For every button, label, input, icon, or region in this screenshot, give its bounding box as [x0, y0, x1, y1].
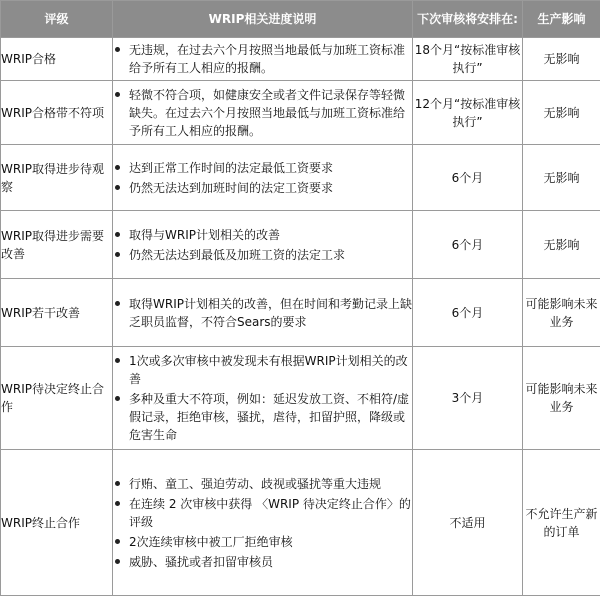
bullet-text: 2次连续审核中被工厂拒绝审核: [129, 534, 293, 549]
bullet-icon: [115, 539, 120, 544]
list-item: [113, 246, 412, 264]
bullet-text: 轻微不符合项，如健康安全或者文件记录保存等轻微缺失。在过去六个月按照当地最低与加班工资标准给予所有工人相应的报酬。: [129, 87, 406, 138]
list-item: [113, 475, 412, 493]
header-grade: 评级: [1, 1, 113, 38]
production-impact: 无影响: [523, 38, 600, 81]
bullet-icon: [115, 358, 120, 363]
bullet-text: 取得WRIP计划相关的改善，但在时间和考勤记录上缺乏职员监督，不符合Sears的要求: [129, 296, 412, 329]
list-item: [113, 495, 412, 531]
next-audit: 18个月“按标准审核执行”: [413, 38, 523, 81]
table-body: [1, 38, 600, 596]
table-row: [1, 38, 600, 81]
bullet-icon: [115, 47, 120, 52]
production-impact: 无影响: [523, 211, 600, 279]
list-item: [113, 352, 412, 388]
rating-grade: WRIP合格带不符项: [1, 81, 113, 145]
bullet-icon: [115, 165, 120, 170]
production-impact: 无影响: [523, 145, 600, 211]
table-row: [1, 347, 600, 450]
list-item: [113, 533, 412, 551]
bullet-list: [113, 86, 412, 140]
next-audit: 6个月: [413, 145, 523, 211]
production-impact: 不允许生产新的订单: [523, 450, 600, 596]
next-audit: 6个月: [413, 211, 523, 279]
header-next-audit: 下次审核将安排在:: [413, 1, 523, 38]
header-description: WRIP相关进度说明: [113, 1, 413, 38]
bullet-list: [113, 41, 412, 77]
list-item: [113, 390, 412, 444]
rating-description: [113, 145, 413, 211]
bullet-list: [113, 226, 412, 264]
production-impact: 无影响: [523, 81, 600, 145]
production-impact: 可能影响未来业务: [523, 347, 600, 450]
list-item: [113, 86, 412, 140]
rating-description: [113, 450, 413, 596]
bullet-list: [113, 475, 412, 571]
bullet-text: 无违规，在过去六个月按照当地最低与加班工资标准给予所有工人相应的报酬。: [129, 43, 406, 75]
rating-grade: WRIP若干改善: [1, 279, 113, 347]
list-item: [113, 41, 412, 77]
table-row: [1, 450, 600, 596]
rating-description: [113, 347, 413, 450]
header-row: [1, 1, 600, 38]
bullet-list: [113, 352, 412, 444]
table-row: [1, 81, 600, 145]
rating-description: [113, 211, 413, 279]
bullet-list: [113, 295, 412, 331]
rating-grade: WRIP取得进步待观察: [1, 145, 113, 211]
rating-description: [113, 38, 413, 81]
bullet-icon: [115, 92, 120, 97]
bullet-text: 1次或多次审核中被发现未有根据WRIP计划相关的改善: [129, 354, 408, 386]
bullet-text: 仍然无法达到最低及加班工资的法定工求: [129, 247, 346, 262]
next-audit: 6个月: [413, 279, 523, 347]
bullet-icon: [115, 301, 120, 306]
bullet-icon: [115, 185, 120, 190]
bullet-icon: [115, 559, 120, 564]
bullet-icon: [115, 481, 120, 486]
table-row: [1, 279, 600, 347]
next-audit: 不适用: [413, 450, 523, 596]
table-row: [1, 145, 600, 211]
bullet-text: 仍然无法达到加班时间的法定工资要求: [129, 180, 334, 195]
list-item: [113, 553, 412, 571]
bullet-icon: [115, 501, 120, 506]
header-impact: 生产影响: [523, 1, 600, 38]
list-item: [113, 179, 412, 197]
list-item: [113, 159, 412, 177]
bullet-icon: [115, 396, 120, 401]
bullet-text: 达到正常工作时间的法定最低工资要求: [129, 160, 334, 175]
bullet-text: 多种及重大不符项，例如：延迟发放工资、不相符/虚假记录，拒绝审核，骚扰，虐待，扣留护照，降级或危害生命: [129, 392, 410, 442]
table-row: [1, 211, 600, 279]
bullet-text: 行贿、童工、强迫劳动、歧视或骚扰等重大违规: [129, 476, 382, 491]
next-audit: 12个月“按标准审核执行”: [413, 81, 523, 145]
rating-grade: WRIP待决定终止合作: [1, 347, 113, 450]
rating-description: [113, 279, 413, 347]
rating-grade: WRIP合格: [1, 38, 113, 81]
next-audit: 3个月: [413, 347, 523, 450]
bullet-list: [113, 159, 412, 197]
bullet-text: 取得与WRIP计划相关的改善: [129, 227, 280, 242]
rating-grade: WRIP取得进步需要改善: [1, 211, 113, 279]
production-impact: 可能影响未来业务: [523, 279, 600, 347]
bullet-text: 威胁、骚扰或者扣留审核员: [129, 554, 274, 569]
bullet-icon: [115, 252, 120, 257]
bullet-text: 在连续 2 次审核中获得 〈WRIP 待决定终止合作〉的评级: [129, 496, 411, 529]
list-item: [113, 295, 412, 331]
list-item: [113, 226, 412, 244]
rating-description: [113, 81, 413, 145]
rating-grade: WRIP终止合作: [1, 450, 113, 596]
bullet-icon: [115, 232, 120, 237]
